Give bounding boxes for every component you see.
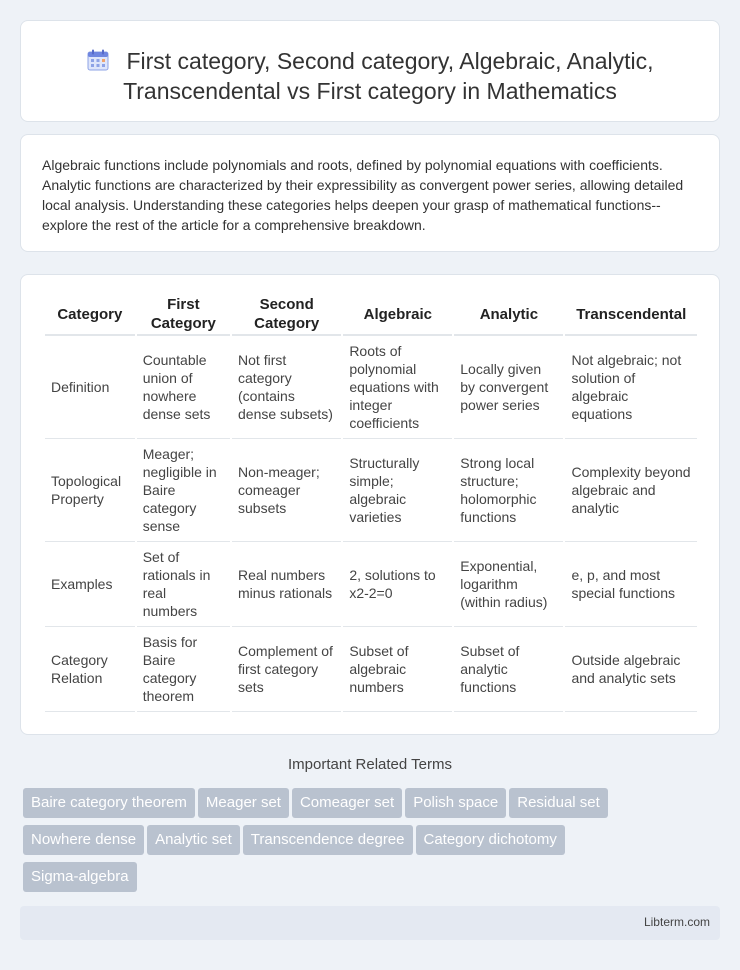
header-first-category: First Category [137,294,230,336]
table-row [45,542,697,627]
tag-residual-set[interactable]: Residual set [509,788,608,818]
table-cell: Real numbers minus rationals [232,542,341,627]
table-row [45,439,697,542]
table-cell: Complement of first category sets [232,627,341,712]
table-cell: 2, solutions to x2-2=0 [343,542,452,627]
table-cell: Exponential, logarithm (within radius) [454,542,563,627]
header-algebraic: Algebraic [343,294,452,336]
row-label: Topological Property [45,439,135,542]
table-header-row [45,294,697,336]
calendar-icon [86,48,110,72]
table-cell: Subset of analytic functions [454,627,563,712]
footer [20,906,720,940]
row-label: Examples [45,542,135,627]
title-wrap [21,46,719,106]
table-cell: Set of rationals in real numbers [137,542,230,627]
tag-transcendence-degree[interactable]: Transcendence degree [243,825,413,855]
tag-sigma-algebra[interactable]: Sigma-algebra [23,862,137,892]
table-cell: Strong local structure; holomorphic functions [454,439,563,542]
header-category: Category [45,294,135,336]
row-label: Definition [45,336,135,439]
header-transcendental: Transcendental [565,294,697,336]
intro-paragraph: Algebraic functions include polynomials and roots, defined by polynomial equations with coefficients. Analytic functions are characterized by their expressibility as convergent power series, allowing detailed local analysis. Understanding these categories helps deepen your grasp of mathematical functions--explore the rest of the article for a comprehensive breakdown. [42,157,684,233]
header-second-category: Second Category [232,294,341,336]
table-cell: Basis for Baire category theorem [137,627,230,712]
table-cell: Non-meager; comeager subsets [232,439,341,542]
table-cell: Complexity beyond algebraic and analytic [565,439,697,542]
table-cell: Meager; negligible in Baire category sense [137,439,230,542]
table-cell: Structurally simple; algebraic varieties [343,439,452,542]
intro-card [20,134,720,252]
related-terms-heading: Important Related Terms [288,756,452,773]
table-row [45,336,697,439]
comparison-table [43,294,699,712]
table-cell: e, p, and most special functions [565,542,697,627]
title-card [20,20,720,122]
table-cell: Outside algebraic and analytic sets [565,627,697,712]
table-cell: Roots of polynomial equations with integer coefficients [343,336,452,439]
table-cell: Locally given by convergent power series [454,336,563,439]
page-title: First category, Second category, Algebraic, Analytic, Transcendental vs First category in Mathematics [123,48,654,104]
table-cell: Subset of algebraic numbers [343,627,452,712]
table-row [45,627,697,712]
table-cell: Countable union of nowhere dense sets [137,336,230,439]
related-terms-list [23,788,703,899]
table-cell: Not algebraic; not solution of algebraic equations [565,336,697,439]
table-card [20,274,720,735]
tag-meager-set[interactable]: Meager set [198,788,289,818]
footer-site-link[interactable]: Libterm.com [643,915,710,929]
tag-nowhere-dense[interactable]: Nowhere dense [23,825,144,855]
row-label: Category Relation [45,627,135,712]
tag-category-dichotomy[interactable]: Category dichotomy [416,825,565,855]
tag-comeager-set[interactable]: Comeager set [292,788,402,818]
tag-polish-space[interactable]: Polish space [405,788,506,818]
tag-analytic-set[interactable]: Analytic set [147,825,240,855]
table-cell: Not first category (contains dense subsets) [232,336,341,439]
header-analytic: Analytic [454,294,563,336]
tag-baire-category-theorem[interactable]: Baire category theorem [23,788,195,818]
